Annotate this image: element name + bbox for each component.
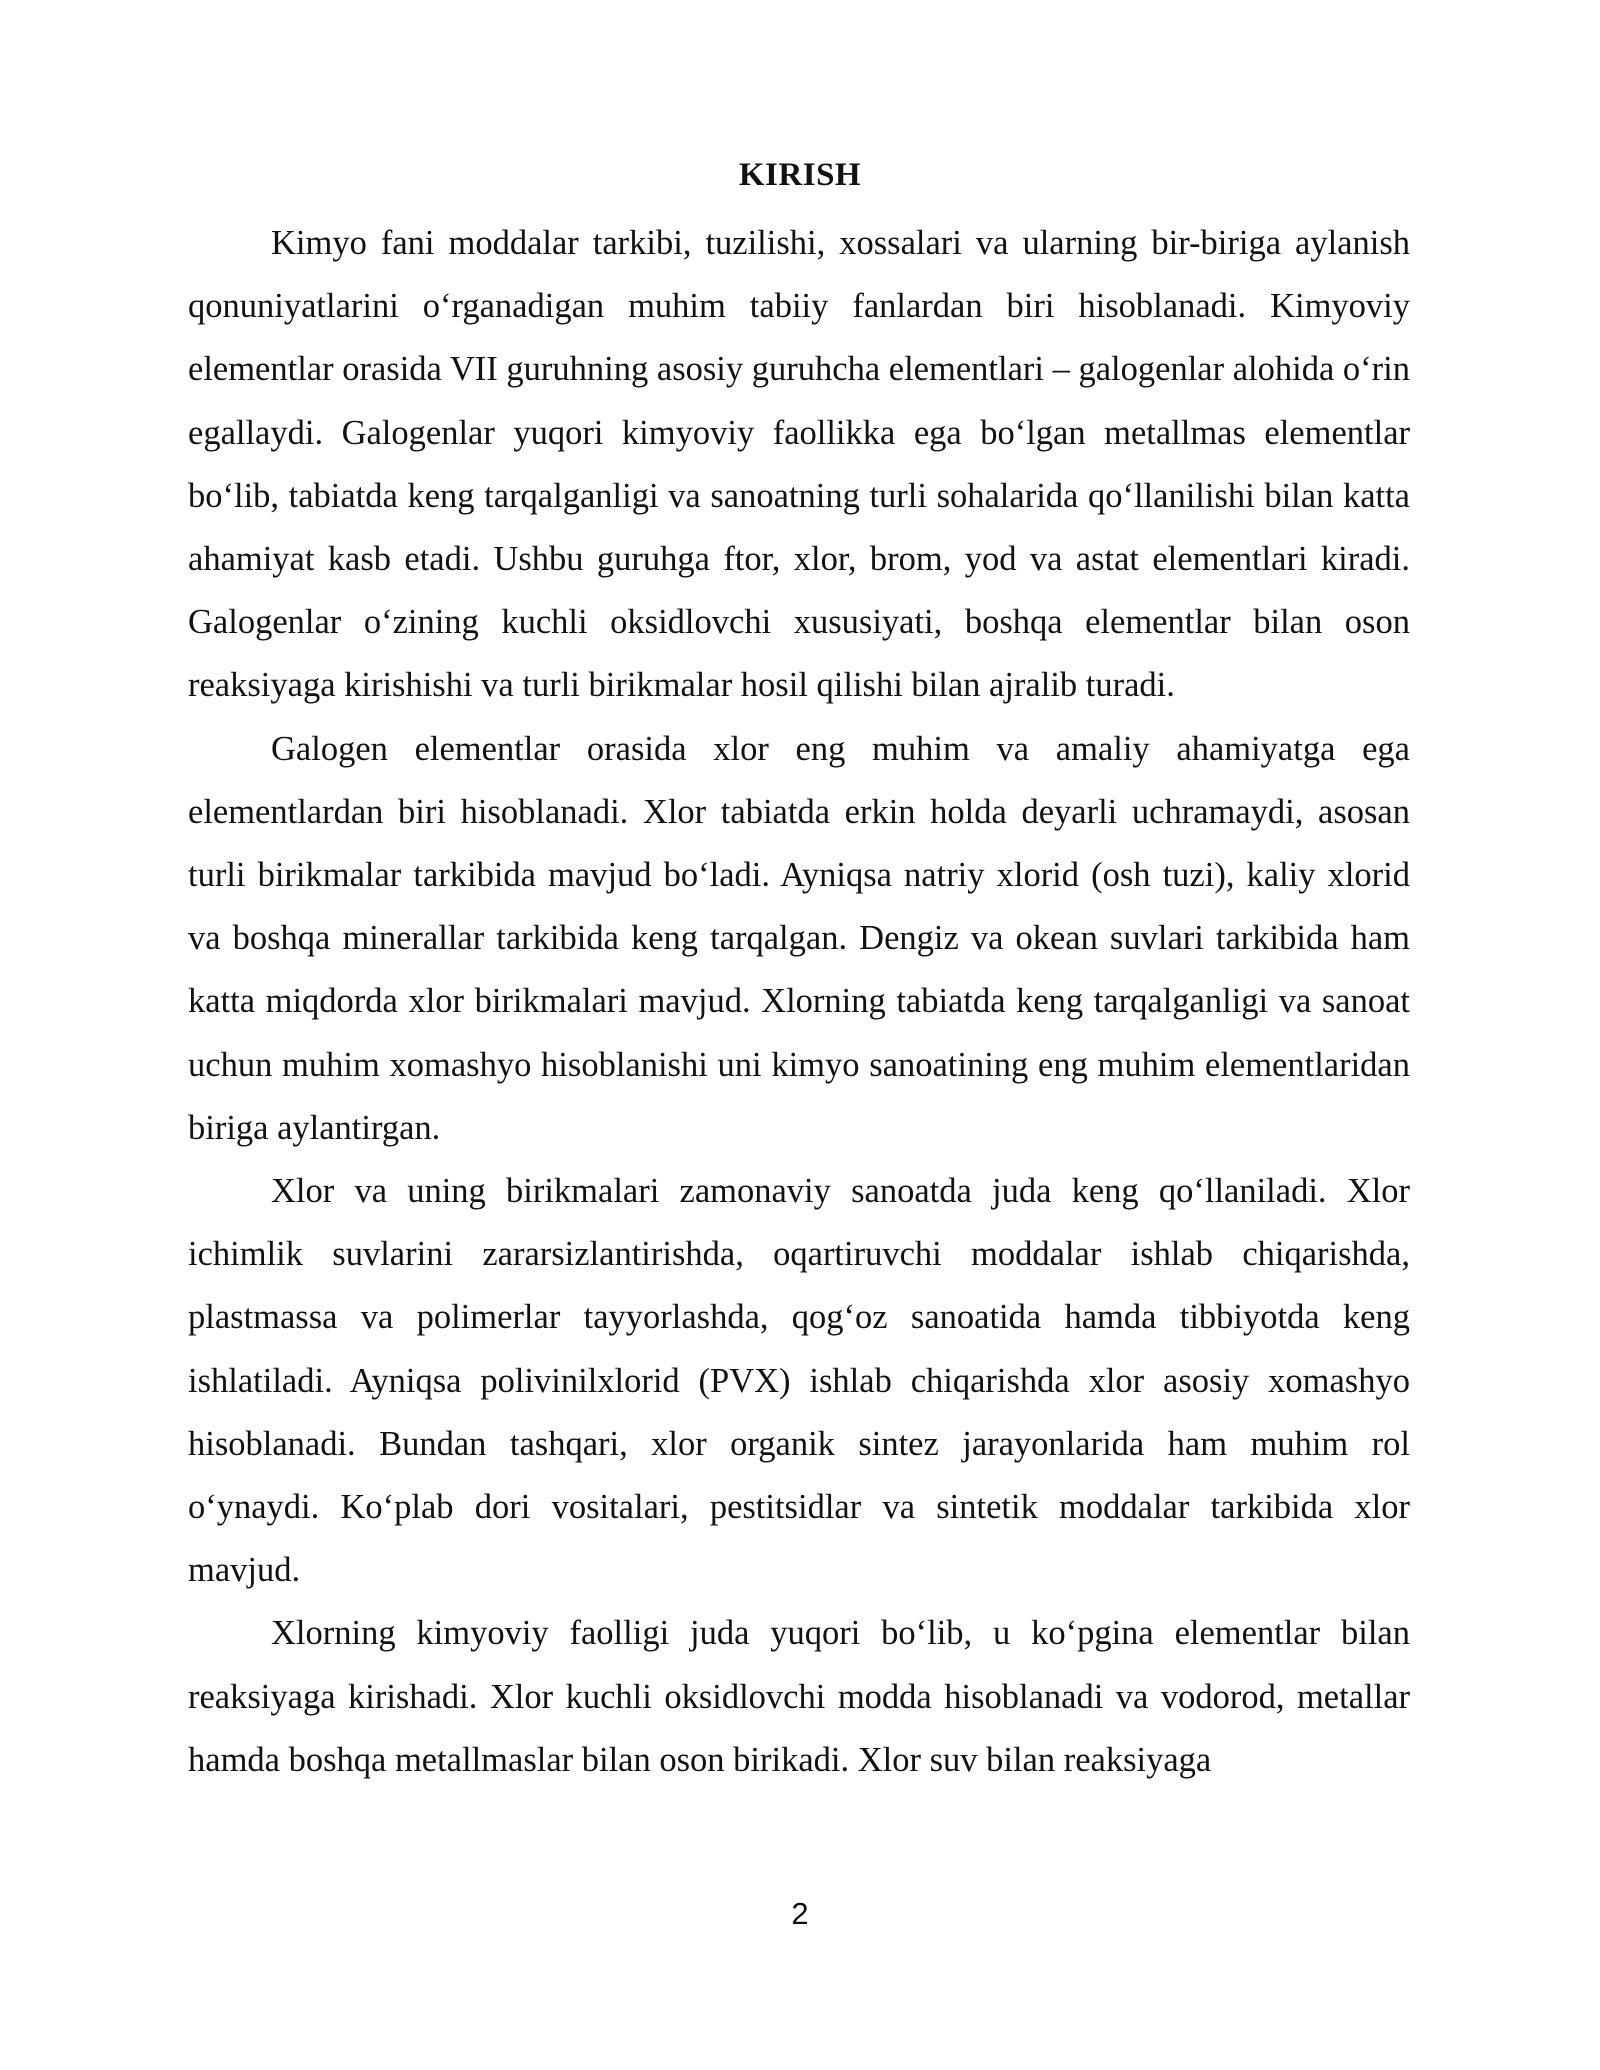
paragraph-2: Galogen elementlar orasida xlor eng muhim va amaliy ahamiyatga ega elementlardan biri hisoblanadi. Xlor tabiatda erkin holda deyarli uchramaydi, asosan turli birikmalar tarkibida mavjud bo‘ladi. Ayniqsa natriy xlorid (osh tuzi), kaliy xlorid va boshqa minerallar tarkibida keng tarqalgan. Dengiz va okean suvlari tarkibida ham katta miqdorda xlor birikmalari mavjud. Xlorning tabiatda keng tarqalganligi va sanoat uchun muhim xomashyo hisoblanishi uni kimyo sanoatining eng muhim elementlaridan biriga aylantirgan. [188,729,1410,1147]
page-number: 2 [791,1896,809,1931]
paragraph-1: Kimyo fani moddalar tarkibi, tuzilishi, xossalari va ularning bir-biriga aylanish qonuniyatlarini o‘rganadigan muhim tabiiy fanlardan biri hisoblanadi. Kimyoviy elementlar orasida VII guruhning asosiy guruhcha elementlari – galogenlar alohida o‘rin egallaydi. Galogenlar yuqori kimyoviy faollikka ega bo‘lgan metallmas elementlar bo‘lib, tabiatda keng tarqalganligi va sanoatning turli sohalarida qo‘llanilishi bilan katta ahamiyat kasb etadi. Ushbu guruhga ftor, xlor, brom, yod va astat elementlari kiradi. Galogenlar o‘zining kuchli oksidlovchi xususiyati, boshqa elementlar bilan oson reaksiyaga kirishishi va turli birikmalar hosil qilishi bilan ajralib turadi. [188,224,1410,705]
paragraph-3: Xlor va uning birikmalari zamonaviy sanoatda juda keng qo‘llaniladi. Xlor ichimlik suvlarini zararsizlantirishda, oqartiruvchi moddalar ishlab chiqarishda, plastmassa va polimerlar tayyorlashda, qog‘oz sanoatida hamda tibbiyotda keng ishlatiladi. Ayniqsa polivinilxlorid (PVX) ishlab chiqarishda xlor asosiy xomashyo hisoblanadi. Bundan tashqari, xlor organik sintez jarayonlarida ham muhim rol o‘ynaydi. Ko‘plab dori vositalari, pestitsidlar va sintetik moddalar tarkibida xlor mavjud. [188,1172,1410,1590]
paragraph-4: Xlorning kimyoviy faolligi juda yuqori bo‘lib, u ko‘pgina elementlar bilan reaksiyaga kirishadi. Xlor kuchli oksidlovchi modda hisoblanadi va vodorod, metallar hamda boshqa metallmaslar bilan oson birikadi. Xlor suv bilan reaksiyaga [188,1614,1410,1779]
section-title: KIRISH [738,157,862,193]
document-body [188,212,1410,1792]
